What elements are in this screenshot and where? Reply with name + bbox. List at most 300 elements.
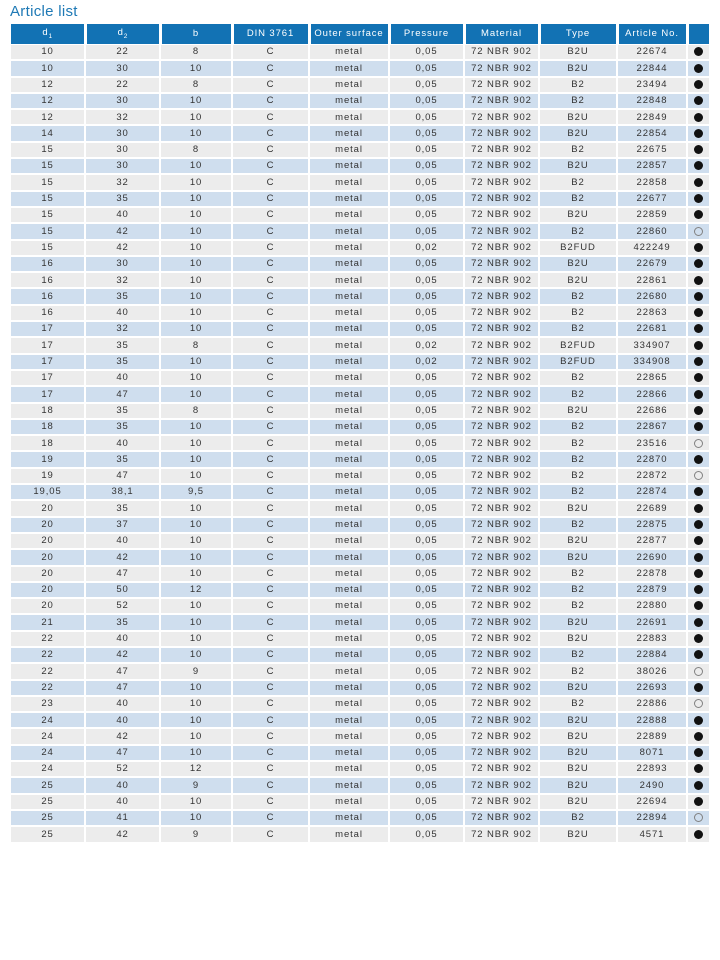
cell-material: 72 NBR 902 (464, 158, 539, 174)
cell-article-no: 22894 (617, 810, 687, 826)
cell-article-no: 22844 (617, 60, 687, 76)
cell-d1: 24 (11, 712, 85, 728)
column-header-din: DIN 3761 (232, 24, 309, 44)
cell-article-no: 334908 (617, 354, 687, 370)
cell-material: 72 NBR 902 (464, 566, 539, 582)
cell-outer-surface: metal (309, 207, 389, 223)
cell-material: 72 NBR 902 (464, 93, 539, 109)
cell-d1: 21 (11, 614, 85, 630)
cell-availability (687, 614, 709, 630)
cell-d1: 25 (11, 794, 85, 810)
cell-availability (687, 826, 709, 842)
cell-article-no: 22849 (617, 109, 687, 125)
cell-type: B2U (539, 631, 617, 647)
cell-article-no: 22686 (617, 403, 687, 419)
availability-filled-dot-icon (694, 276, 703, 285)
cell-outer-surface: metal (309, 500, 389, 516)
cell-d1: 16 (11, 256, 85, 272)
cell-material: 72 NBR 902 (464, 44, 539, 60)
cell-pressure: 0,05 (389, 647, 464, 663)
cell-outer-surface: metal (309, 370, 389, 386)
cell-outer-surface: metal (309, 745, 389, 761)
table-row (11, 549, 709, 565)
cell-material: 72 NBR 902 (464, 337, 539, 353)
cell-material: 72 NBR 902 (464, 810, 539, 826)
cell-pressure: 0,05 (389, 566, 464, 582)
cell-material: 72 NBR 902 (464, 728, 539, 744)
cell-article-no: 22848 (617, 93, 687, 109)
cell-material: 72 NBR 902 (464, 77, 539, 93)
cell-pressure: 0,05 (389, 191, 464, 207)
cell-d2: 40 (85, 712, 160, 728)
cell-article-no: 38026 (617, 663, 687, 679)
cell-article-no: 22681 (617, 321, 687, 337)
cell-b: 12 (160, 761, 232, 777)
cell-din: C (232, 598, 309, 614)
cell-type: B2 (539, 663, 617, 679)
availability-filled-dot-icon (694, 830, 703, 839)
cell-type: B2U (539, 125, 617, 141)
cell-b: 9,5 (160, 484, 232, 500)
cell-outer-surface: metal (309, 386, 389, 402)
cell-material: 72 NBR 902 (464, 696, 539, 712)
cell-pressure: 0,05 (389, 60, 464, 76)
cell-b: 10 (160, 614, 232, 630)
cell-outer-surface: metal (309, 647, 389, 663)
cell-availability (687, 305, 709, 321)
cell-din: C (232, 223, 309, 239)
cell-material: 72 NBR 902 (464, 517, 539, 533)
cell-pressure: 0,02 (389, 337, 464, 353)
cell-availability (687, 810, 709, 826)
availability-filled-dot-icon (694, 553, 703, 562)
cell-pressure: 0,05 (389, 125, 464, 141)
cell-availability (687, 207, 709, 223)
cell-pressure: 0,05 (389, 288, 464, 304)
cell-article-no: 22690 (617, 549, 687, 565)
cell-availability (687, 517, 709, 533)
cell-b: 9 (160, 826, 232, 842)
cell-d2: 40 (85, 533, 160, 549)
cell-availability (687, 403, 709, 419)
cell-availability (687, 109, 709, 125)
cell-outer-surface: metal (309, 451, 389, 467)
cell-article-no: 22872 (617, 468, 687, 484)
cell-b: 10 (160, 533, 232, 549)
availability-filled-dot-icon (694, 732, 703, 741)
cell-availability (687, 240, 709, 256)
cell-din: C (232, 533, 309, 549)
cell-outer-surface: metal (309, 680, 389, 696)
column-header-d2: $d_2$ (85, 24, 160, 44)
cell-type: B2U (539, 533, 617, 549)
cell-article-no: 23494 (617, 77, 687, 93)
cell-availability (687, 566, 709, 582)
column-header-type: Type (539, 24, 617, 44)
cell-type: B2 (539, 93, 617, 109)
cell-type: B2U (539, 272, 617, 288)
availability-filled-dot-icon (694, 764, 703, 773)
cell-b: 9 (160, 777, 232, 793)
cell-outer-surface: metal (309, 826, 389, 842)
cell-availability (687, 223, 709, 239)
availability-filled-dot-icon (694, 601, 703, 610)
cell-d2: 40 (85, 207, 160, 223)
cell-outer-surface: metal (309, 223, 389, 239)
table-row (11, 158, 709, 174)
table-row (11, 93, 709, 109)
cell-material: 72 NBR 902 (464, 207, 539, 223)
availability-filled-dot-icon (694, 797, 703, 806)
cell-availability (687, 631, 709, 647)
availability-filled-dot-icon (694, 178, 703, 187)
availability-filled-dot-icon (694, 129, 703, 138)
cell-b: 10 (160, 272, 232, 288)
cell-article-no: 22880 (617, 598, 687, 614)
cell-d1: 22 (11, 647, 85, 663)
cell-material: 72 NBR 902 (464, 60, 539, 76)
cell-d2: 42 (85, 728, 160, 744)
availability-filled-dot-icon (694, 406, 703, 415)
cell-din: C (232, 207, 309, 223)
cell-b: 9 (160, 663, 232, 679)
cell-material: 72 NBR 902 (464, 777, 539, 793)
cell-article-no: 22874 (617, 484, 687, 500)
cell-pressure: 0,05 (389, 614, 464, 630)
cell-outer-surface: metal (309, 44, 389, 60)
availability-filled-dot-icon (694, 161, 703, 170)
table-row (11, 321, 709, 337)
cell-outer-surface: metal (309, 256, 389, 272)
cell-d2: 42 (85, 647, 160, 663)
cell-d1: 12 (11, 93, 85, 109)
cell-type: B2 (539, 419, 617, 435)
cell-type: B2U (539, 777, 617, 793)
cell-outer-surface: metal (309, 468, 389, 484)
cell-d2: 30 (85, 93, 160, 109)
cell-din: C (232, 321, 309, 337)
cell-article-no: 22689 (617, 500, 687, 516)
table-header-row (11, 24, 709, 44)
cell-availability (687, 696, 709, 712)
cell-d1: 25 (11, 826, 85, 842)
cell-pressure: 0,05 (389, 321, 464, 337)
cell-d2: 35 (85, 288, 160, 304)
cell-d1: 20 (11, 533, 85, 549)
cell-material: 72 NBR 902 (464, 403, 539, 419)
availability-open-dot-icon (694, 699, 703, 708)
table-row (11, 468, 709, 484)
cell-din: C (232, 500, 309, 516)
availability-filled-dot-icon (694, 585, 703, 594)
column-header-article-no: Article No. (617, 24, 687, 44)
cell-d1: 17 (11, 321, 85, 337)
cell-availability (687, 663, 709, 679)
cell-b: 10 (160, 500, 232, 516)
cell-availability (687, 728, 709, 744)
cell-article-no: 22694 (617, 794, 687, 810)
cell-b: 10 (160, 191, 232, 207)
table-row (11, 663, 709, 679)
cell-type: B2 (539, 468, 617, 484)
cell-din: C (232, 109, 309, 125)
cell-d2: 32 (85, 109, 160, 125)
cell-type: B2FUD (539, 337, 617, 353)
cell-din: C (232, 419, 309, 435)
cell-availability (687, 794, 709, 810)
cell-d1: 15 (11, 174, 85, 190)
cell-type: B2 (539, 386, 617, 402)
cell-type: B2U (539, 712, 617, 728)
cell-pressure: 0,05 (389, 93, 464, 109)
cell-material: 72 NBR 902 (464, 354, 539, 370)
cell-material: 72 NBR 902 (464, 288, 539, 304)
cell-article-no: 22854 (617, 125, 687, 141)
cell-availability (687, 125, 709, 141)
cell-d1: 19 (11, 468, 85, 484)
cell-d1: 12 (11, 77, 85, 93)
availability-filled-dot-icon (694, 683, 703, 692)
cell-pressure: 0,02 (389, 354, 464, 370)
cell-material: 72 NBR 902 (464, 582, 539, 598)
cell-type: B2 (539, 517, 617, 533)
table-row (11, 712, 709, 728)
cell-pressure: 0,05 (389, 500, 464, 516)
cell-din: C (232, 451, 309, 467)
cell-b: 8 (160, 142, 232, 158)
availability-open-dot-icon (694, 667, 703, 676)
cell-d2: 40 (85, 305, 160, 321)
cell-d1: 24 (11, 761, 85, 777)
cell-material: 72 NBR 902 (464, 305, 539, 321)
cell-material: 72 NBR 902 (464, 109, 539, 125)
cell-b: 10 (160, 566, 232, 582)
cell-pressure: 0,05 (389, 517, 464, 533)
cell-material: 72 NBR 902 (464, 500, 539, 516)
cell-type: B2U (539, 549, 617, 565)
cell-article-no: 22675 (617, 142, 687, 158)
cell-outer-surface: metal (309, 435, 389, 451)
cell-din: C (232, 794, 309, 810)
cell-d2: 40 (85, 777, 160, 793)
cell-type: B2 (539, 566, 617, 582)
cell-type: B2U (539, 680, 617, 696)
cell-outer-surface: metal (309, 240, 389, 256)
cell-type: B2U (539, 761, 617, 777)
cell-b: 10 (160, 712, 232, 728)
cell-din: C (232, 386, 309, 402)
cell-article-no: 22886 (617, 696, 687, 712)
cell-b: 10 (160, 728, 232, 744)
cell-pressure: 0,05 (389, 728, 464, 744)
cell-b: 10 (160, 680, 232, 696)
cell-material: 72 NBR 902 (464, 663, 539, 679)
cell-outer-surface: metal (309, 174, 389, 190)
cell-din: C (232, 44, 309, 60)
cell-type: B2 (539, 598, 617, 614)
cell-article-no: 22693 (617, 680, 687, 696)
cell-d1: 22 (11, 631, 85, 647)
table-row (11, 696, 709, 712)
cell-article-no: 22859 (617, 207, 687, 223)
cell-type: B2 (539, 810, 617, 826)
cell-b: 10 (160, 647, 232, 663)
cell-d2: 42 (85, 549, 160, 565)
cell-type: B2 (539, 191, 617, 207)
column-header-availability (687, 24, 709, 44)
cell-d2: 47 (85, 680, 160, 696)
availability-open-dot-icon (694, 471, 703, 480)
cell-pressure: 0,05 (389, 712, 464, 728)
cell-d2: 32 (85, 174, 160, 190)
cell-b: 10 (160, 223, 232, 239)
cell-type: B2 (539, 305, 617, 321)
cell-availability (687, 484, 709, 500)
availability-filled-dot-icon (694, 194, 703, 203)
cell-b: 10 (160, 549, 232, 565)
availability-filled-dot-icon (694, 618, 703, 627)
availability-filled-dot-icon (694, 145, 703, 154)
cell-outer-surface: metal (309, 549, 389, 565)
cell-d2: 47 (85, 566, 160, 582)
cell-type: B2U (539, 207, 617, 223)
cell-type: B2FUD (539, 240, 617, 256)
table-row (11, 745, 709, 761)
cell-outer-surface: metal (309, 321, 389, 337)
cell-b: 10 (160, 810, 232, 826)
cell-pressure: 0,02 (389, 240, 464, 256)
cell-material: 72 NBR 902 (464, 631, 539, 647)
cell-pressure: 0,05 (389, 810, 464, 826)
cell-outer-surface: metal (309, 403, 389, 419)
cell-pressure: 0,05 (389, 174, 464, 190)
cell-pressure: 0,05 (389, 761, 464, 777)
column-header-pressure: Pressure (389, 24, 464, 44)
availability-filled-dot-icon (694, 47, 703, 56)
cell-din: C (232, 288, 309, 304)
cell-d1: 15 (11, 223, 85, 239)
cell-outer-surface: metal (309, 794, 389, 810)
availability-filled-dot-icon (694, 748, 703, 757)
cell-d1: 20 (11, 517, 85, 533)
cell-d1: 16 (11, 288, 85, 304)
cell-d2: 42 (85, 223, 160, 239)
cell-availability (687, 598, 709, 614)
cell-pressure: 0,05 (389, 696, 464, 712)
cell-din: C (232, 435, 309, 451)
availability-filled-dot-icon (694, 341, 703, 350)
table-row (11, 44, 709, 60)
article-list-table (11, 24, 709, 844)
cell-din: C (232, 810, 309, 826)
cell-article-no: 22870 (617, 451, 687, 467)
cell-d1: 20 (11, 598, 85, 614)
availability-filled-dot-icon (694, 96, 703, 105)
cell-d2: 30 (85, 60, 160, 76)
cell-pressure: 0,05 (389, 142, 464, 158)
cell-type: B2 (539, 174, 617, 190)
cell-type: B2U (539, 44, 617, 60)
cell-type: B2 (539, 223, 617, 239)
cell-type: B2 (539, 582, 617, 598)
cell-outer-surface: metal (309, 191, 389, 207)
cell-material: 72 NBR 902 (464, 745, 539, 761)
cell-material: 72 NBR 902 (464, 549, 539, 565)
cell-d2: 41 (85, 810, 160, 826)
cell-din: C (232, 696, 309, 712)
cell-pressure: 0,05 (389, 223, 464, 239)
cell-d1: 19 (11, 451, 85, 467)
cell-d2: 30 (85, 142, 160, 158)
cell-material: 72 NBR 902 (464, 386, 539, 402)
cell-material: 72 NBR 902 (464, 321, 539, 337)
cell-din: C (232, 517, 309, 533)
cell-type: B2U (539, 614, 617, 630)
cell-b: 10 (160, 517, 232, 533)
cell-din: C (232, 305, 309, 321)
cell-b: 10 (160, 93, 232, 109)
cell-d2: 32 (85, 272, 160, 288)
table-row (11, 810, 709, 826)
cell-material: 72 NBR 902 (464, 256, 539, 272)
cell-din: C (232, 240, 309, 256)
cell-outer-surface: metal (309, 93, 389, 109)
cell-type: B2U (539, 794, 617, 810)
table-row (11, 174, 709, 190)
cell-d1: 17 (11, 337, 85, 353)
cell-outer-surface: metal (309, 142, 389, 158)
cell-d1: 17 (11, 386, 85, 402)
cell-outer-surface: metal (309, 158, 389, 174)
cell-d1: 20 (11, 582, 85, 598)
cell-material: 72 NBR 902 (464, 272, 539, 288)
cell-d2: 47 (85, 386, 160, 402)
cell-d2: 22 (85, 77, 160, 93)
cell-material: 72 NBR 902 (464, 826, 539, 842)
cell-availability (687, 647, 709, 663)
availability-filled-dot-icon (694, 781, 703, 790)
cell-availability (687, 158, 709, 174)
cell-material: 72 NBR 902 (464, 451, 539, 467)
cell-article-no: 334907 (617, 337, 687, 353)
cell-material: 72 NBR 902 (464, 191, 539, 207)
cell-d1: 18 (11, 419, 85, 435)
cell-pressure: 0,05 (389, 419, 464, 435)
cell-outer-surface: metal (309, 288, 389, 304)
cell-d2: 40 (85, 794, 160, 810)
cell-b: 8 (160, 337, 232, 353)
cell-d2: 47 (85, 468, 160, 484)
cell-pressure: 0,05 (389, 158, 464, 174)
page-title: Article list (10, 3, 78, 20)
cell-type: B2 (539, 696, 617, 712)
table-row (11, 256, 709, 272)
cell-material: 72 NBR 902 (464, 794, 539, 810)
cell-type: B2FUD (539, 354, 617, 370)
cell-availability (687, 761, 709, 777)
cell-article-no: 22867 (617, 419, 687, 435)
availability-open-dot-icon (694, 813, 703, 822)
availability-filled-dot-icon (694, 80, 703, 89)
cell-d2: 37 (85, 517, 160, 533)
availability-filled-dot-icon (694, 504, 703, 513)
table-row (11, 77, 709, 93)
cell-article-no: 22677 (617, 191, 687, 207)
cell-pressure: 0,05 (389, 403, 464, 419)
cell-din: C (232, 728, 309, 744)
cell-type: B2U (539, 745, 617, 761)
cell-din: C (232, 647, 309, 663)
